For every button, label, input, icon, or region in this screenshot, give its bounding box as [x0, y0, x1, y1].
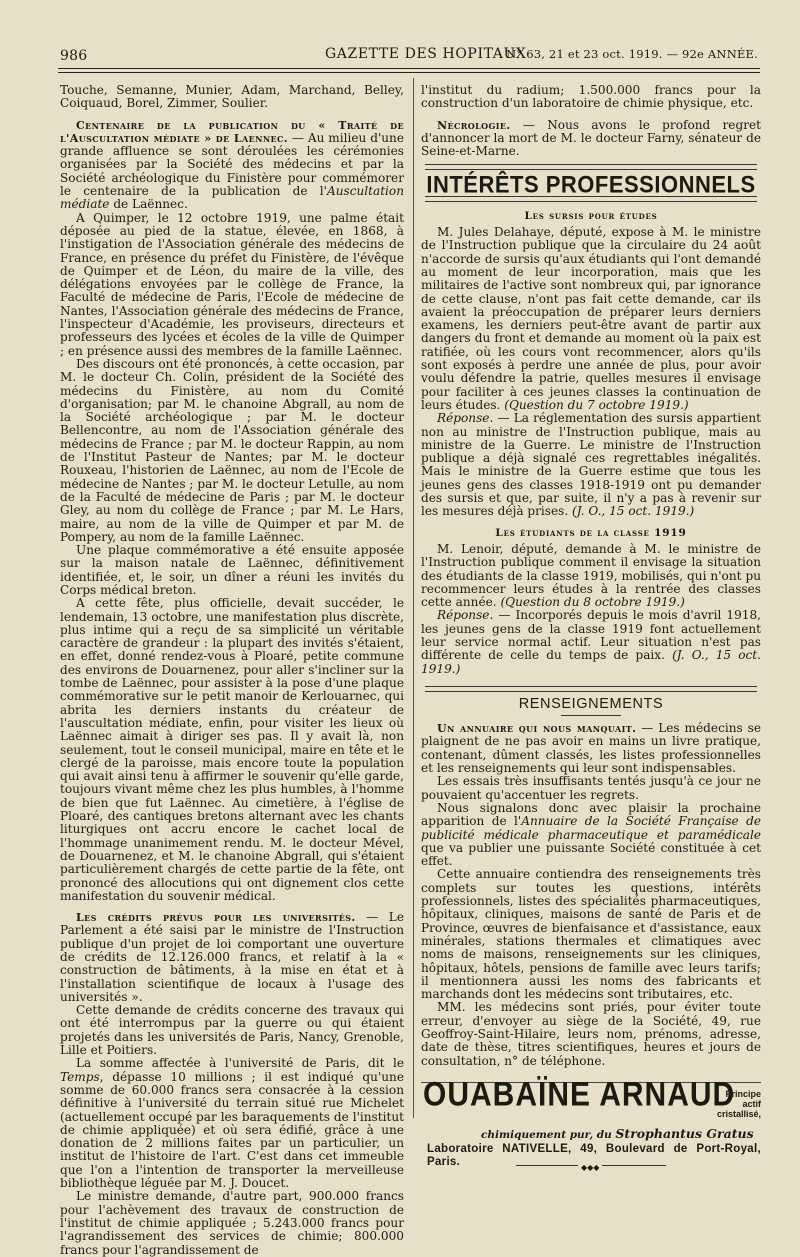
- classe-answer: Réponse. — Incorporés depuis le mois d'avril 1918, les jeunes gens de la classe 1919 font actuellement leur service normal actif. Leur situation n'est pas différente de celle du temps de paix. (J. O., 15 oct. 1919.): [421, 608, 761, 676]
- laennec-paragraph: A cette fête, plus officielle, devait succéder, le lendemain, 13 octobre, une manifestation plus discrète, plus intime qui a reçu de sa simplicité un véritable caractère de grandeur : la plupart des invités s'étaient, en effet, donné rendez-vous à Ploaré, petite commune des environs de Douarnenez, pour aller s'incliner sur la tombe de Laënnec, pour assister à la pose d'une plaque commémorative sur le petit manoir de Kerlouarnec, qui abrita les derniers instants du créateur de l'auscultation médiate, enfin, pour visiter les lieux où Laënnec aimait à diriger ses pas. Il y avait là, non seulement, tout le conseil municipal, maire en tête et le clergé de la paroisse, mais encore toute la population qui avait ainsi tenu à affirmer le souvenir qu'elle garde, toujours vivant même chez les plus humbles, à l'homme de bien que fut Laënnec. Au cimetière, à l'église de Ploaré, des cantiques bretons alternant avec les chants liturgiques ont accru encore le cachet local de l'hommage unanimement rendu. M. le docteur Mével, de Douarnenez, et M. le chanoine Abgrall, qui s'étaient particulièrement chargés de cette partie de la fête, ont prononcé des allocutions qui ont dignement clos cette manifestation du souvenir médical.: [60, 596, 404, 903]
- necrology: Nécrologie. — Nous avons le profond regret d'annoncer la mort de M. le docteur Farny, sénateur de Seine-et-Marne.: [421, 117, 761, 159]
- sursis-question: M. Jules Delahaye, député, expose à M. le ministre de l'Instruction publique que la circulaire du 24 août n'accorde de sursis qu'aux étudiants qui l'ont demandé au moment de leur incorporation, mais que les militaires de l'active sont nombreux qui, par ignorance de cette clause, n'ont pas fait cette demande, car ils avaient la préoccupation de préparer leurs derniers examens, les derniers peut-être avant de partir aux dangers du front et demande au moment où la paix est ratifiée, où les cours vont recommencer, alors qu'ils sont exposés à perdre une année de plus, pour avoir voulu défendre la patrie, quelles mesures il envisage pour faciliter à ces jeunes classes la continuation de leurs études. (Question du 7 octobre 1919.): [421, 225, 761, 412]
- short-rule: [561, 715, 621, 716]
- annuaire-heading: Un annuaire qui nous manquait.: [437, 722, 637, 736]
- necrology-heading: Nécrologie.: [437, 118, 511, 132]
- credits-paragraph: Cette demande de crédits concerne des travaux qui ont été interrompus par la guerre ou qui étaient projetés dans les universités de Paris, Nancy, Grenoble, Lille et Poitiers.: [60, 1003, 404, 1058]
- section-title-interets: INTÉRÊTS PROFESSIONNELS: [426, 171, 756, 199]
- credits-paragraph: La somme affectée à l'université de Paris, dit le Temps, dépasse 10 millions ; il est indiqué qu'une somme de 60.000 francs sera consacrée à la cession définitive à l'université du terrain situé rue Michelet (actuellement occupé par les baraquements de l'institut de chimie appliquée) et où sera édifié, grâce à une donation de 2 millions faites par un particulier, un institut de l'histoire de l'art. C'est dans cet immeuble que l'on a l'intention de transporter la merveilleuse bibliothèque léguée par M. J. Doucet.: [60, 1056, 404, 1191]
- annuaire-paragraph: Les essais très insuffisants tentés jusqu'à ce jour ne pouvaient qu'accentuer les regrets.: [421, 774, 761, 802]
- page-header: [60, 44, 760, 66]
- section-rule: [425, 164, 757, 170]
- issue-info: N° 63, 21 et 23 oct. 1919. — 92e ANNÉE.: [506, 47, 758, 61]
- annuaire-article: Un annuaire qui nous manquait. — Les médecins se plaignent de ne pas avoir en mains un livre pratique, contenant, dûment classés, les listes professionnelles et les renseignements qui leur sont indispensables.: [421, 721, 761, 776]
- annuaire-paragraph: Cette annuaire contiendra des renseignements très complets sur toutes les questions, intérêts professionnels, listes des spécialités pharmaceutiques, hôpitaux, cliniques, maisons de santé de Paris et de Province, œuvres de bienfaisance et d'assistance, eaux minérales, stations thermales et climatiques avec noms de maisons, renseignements sur les cliniques, hôpitaux, hôtels, pensions de famille avec leurs tarifs; il mentionnera aussi les noms des fabricants et marchands dont les médecins sont tributaires, etc.: [421, 867, 761, 1002]
- annuaire-paragraph: Nous signalons donc avec plaisir la prochaine apparition de l'Annuaire de la Société Française de publicité médicale pharmaceutique et paramédicale que va publier une puissante Société constituée à cet effet.: [421, 800, 761, 869]
- laennec-article: Centenaire de la publication du « Traité de l'Auscultation médiate » de Laennec. — Au milieu d'une grande affluence se sont déroulées les cérémonies organisées par la Société des médecins et par la Société archéologique du Finistère pour commémorer le centenaire de la publication de l'Auscultation médiate de Laënnec.: [60, 118, 404, 212]
- header-rule: [58, 68, 760, 73]
- ad-tagline: chimiquement pur, du Strophantus Gratus: [481, 1125, 754, 1141]
- ornament-rule: ◆◆◆: [516, 1165, 666, 1166]
- ad-address: Laboratoire NATIVELLE, 49, Boulevard de Port-Royal, Paris.: [427, 1142, 761, 1169]
- laennec-paragraph: A Quimper, le 12 octobre 1919, une palme était déposée au pied de la statue, élevée, en 1868, à l'instigation de l'Association générale des médecins de France, en présence du préfet du Finistère, de l'évêque de Quimper et de Léon, du maire de la ville, des délégations envoyées par le collège de France, la Faculté de médecine de Paris, l'Ecole de médecine de Nantes, l'Association générale des médecins de France, l'inspecteur d'Académie, les proviseurs, directeurs et professeurs des lycées et écoles de la ville de Quimper ; en présence aussi des membres de la famille Laënnec.: [60, 210, 404, 358]
- journal-title: GAZETTE DES HOPITAUX: [325, 46, 527, 62]
- subtitle-sursis: Les sursis pour études: [524, 209, 658, 222]
- left-column: [60, 84, 404, 1257]
- section-title-renseignements: RENSEIGNEMENTS: [518, 695, 664, 712]
- laennec-paragraph: Des discours ont été prononcés, à cette occasion, par M. le docteur Ch. Colin, président de la Société des médecins du Finistère, au nom du Comité d'organisation; par M. le chanoine Abgrall, au nom de la Société archéologique ; par M. le docteur Bellencontre, au nom de l'Association générale des médecins de France ; par M. le docteur Rappin, au nom de l'Institut Pasteur de Nantes; par M. le docteur Rouxeau, l'historien de Laënnec, au nom de l'Ecole de médecine de Nantes ; par M. le docteur Letulle, au nom de la Faculté de médecine de Paris ; par M. le docteur Gley, au nom du collège de France ; par M. Le Hars, maire, au nom de la ville de Quimper et par M. de Pompery, au nom de la famille Laënnec.: [60, 356, 404, 544]
- section-rule: [425, 686, 757, 692]
- credits-heading: Les crédits prévus pour les universités.: [76, 911, 356, 925]
- credits-continuation: l'institut du radium; 1.500.000 francs pour la construction d'un laboratoire de chimie physique, etc.: [421, 83, 761, 111]
- laennec-paragraph: Une plaque commémorative a été ensuite apposée sur la maison natale de Laënnec, définitivement identifiée, et, le soir, un dîner a réuni les invités du Corps médical breton.: [60, 543, 404, 597]
- page-number: 986: [60, 48, 88, 64]
- laennec-heading: Centenaire de la publication du « Traité de l'Auscultation médiate » de Laennec.: [60, 118, 404, 145]
- annuaire-paragraph: MM. les médecins sont priés, pour éviter toute erreur, d'envoyer au siège de la Société, 49, rue Geoffroy-Saint-Hilaire, leurs nom, prénoms, adresse, date de thèse, titres scientifiques, heures et jours de consultation, n° de téléphone.: [421, 1000, 761, 1068]
- advertisement: [421, 1075, 761, 1181]
- subtitle-classe-1919: Les étudiants de la classe 1919: [495, 526, 687, 539]
- classe-question: M. Lenoir, député, demande à M. le ministre de l'Instruction publique comment il envisage la situation des étudiants de la classe 1919, mobilisés, qui n'ont pu recommencer leurs études à la rentrée des classes cette année. (Question du 8 octobre 1919.): [421, 541, 761, 610]
- opening-names: Touche, Semanne, Munier, Adam, Marchand, Belley, Coiquaud, Borel, Zimmer, Soulier.: [60, 83, 404, 111]
- sursis-answer: Réponse. — La réglementation des sursis appartient non au ministre de l'Instruction publique, mais au ministre de la Guerre. Le ministre de l'Instruction publique a déjà signalé ces regrettables inégalités. Mais le ministre de la Guerre estime que tous les jeunes gens des classes 1918-1919 ont pu demander des sursis et que, par suite, il n'y a pas à revenir sur les mesures déjà prises. (J. O., 15 oct. 1919.): [421, 411, 761, 519]
- column-divider: [413, 78, 414, 1118]
- ad-brand: OUABAÏNE ARNAUD: [423, 1075, 736, 1114]
- credits-article: Les crédits prévus pour les universités. — Le Parlement a été saisi par le ministre de l'Instruction publique d'un projet de loi comportant une ouverture de crédits de 12.126.000 francs, et relatif à la « construction de bâtiments, à la mise en état et à l'installation scientifique de locaux à l'usage des universités ».: [60, 910, 404, 1004]
- right-column: [421, 84, 761, 1181]
- credits-paragraph: Le ministre demande, d'autre part, 900.000 francs pour l'achèvement des travaux de construction de l'institut de chimie appliquée ; 5.243.000 francs pour l'agrandissement des services de chimie; 800.000 francs pour l'agrandissement de: [60, 1189, 404, 1257]
- ad-note: Principe actif cristallisé,: [716, 1088, 761, 1119]
